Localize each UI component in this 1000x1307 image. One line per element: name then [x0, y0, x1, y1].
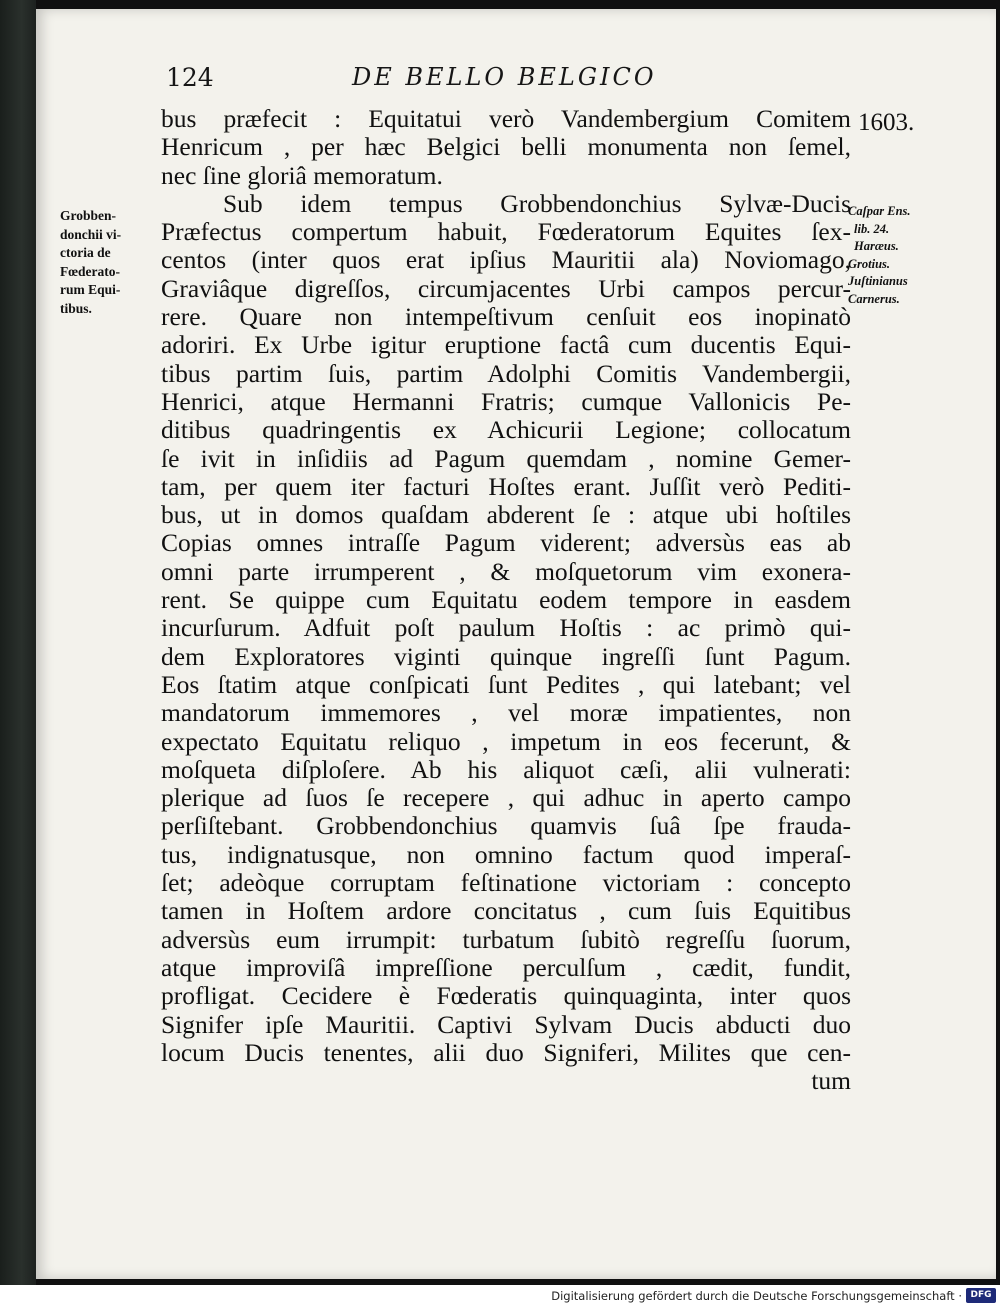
book-page: [36, 9, 996, 1279]
text-line: rent. Se quippe cum Equitatu eodem tempore in easdem: [161, 585, 851, 615]
text-line: Graviâque digreſſos, circumjacentes Urbi campos percur-: [161, 273, 851, 303]
text-line: Henrici, atque Hermanni Fratris; cumque Vallonicis Pe-: [161, 386, 851, 416]
left-marginal-note: [60, 207, 160, 318]
text-line: bus, ut in domos quaſdam abderent ſe : atque ubi hoſtiles: [161, 500, 851, 530]
facing-page-edge: [0, 0, 36, 1285]
text-line: ditibus quadringentis ex Achicurii Legione; collocatum: [161, 415, 851, 445]
text-line: Copias omnes intraſſe Pagum viderent; adversùs eas ab: [161, 528, 851, 558]
dfg-logo-icon: DFG: [966, 1288, 996, 1303]
left-margin-line: Grobben-: [60, 208, 117, 223]
text-line: incurſurum. Adfuit poſt paulum Hoſtis : ac primò qui-: [161, 613, 851, 643]
text-line: locum Ducis tenentes, alii duo Signiferi, Milites que cen-: [161, 1037, 851, 1067]
text-line: Præfectus compertum habuit, Fœderatorum Equites ſex-: [161, 217, 851, 247]
left-margin-line: tibus.: [60, 300, 92, 316]
text-line: Eos ſtatim atque conſpicati ſunt Pedites , qui latebant; vel: [161, 669, 851, 699]
left-margin-line: ctoria de: [60, 245, 111, 260]
text-line: omni parte irrumperent , & moſquetorum vim exonera-: [161, 556, 851, 586]
catchword: tum: [811, 1066, 851, 1096]
text-line: profligat. Cecidere è Fœderatis quinquaginta, inter quos: [161, 981, 851, 1011]
margin-year: 1603.: [858, 109, 915, 136]
text-line: centos (inter quos erat ipſius Mauritii ala) Noviomago,: [161, 245, 851, 275]
text-line: plerique ad ſuos ſe recepere , qui adhuc in aperto campo: [161, 783, 851, 813]
text-line: tibus partim ſuis, partim Adolphi Comitis Vandembergii,: [161, 358, 851, 388]
text-line: rere. Quare non intempeſtivum cenſuit eos inopinatò: [161, 302, 851, 332]
left-margin-line: donchii vi-: [60, 226, 122, 242]
text-line: adversùs eum irrumpit: turbatum ſubitò regreſſu ſuorum,: [161, 924, 851, 954]
text-line: perſiſtebant. Grobbendonchius quamvis ſuâ ſpe frauda-: [161, 811, 851, 841]
running-title: DE BELLO BELGICO: [352, 63, 657, 91]
page-header: [166, 63, 866, 99]
text-line: tamen in Hoſtem ardore concitatus , cum ſuis Equitibus: [161, 896, 851, 926]
page-number: 124: [166, 63, 214, 92]
text-line: Henricum , per hæc Belgici belli monumenta non ſemel,: [161, 132, 851, 162]
right-margin-line: Caſpar Ens.: [848, 204, 911, 218]
funding-notice: Digitalisierung gefördert durch die Deutsche Forschungsgemeinschaft ·: [551, 1289, 962, 1303]
text-line: ſe ivit in inſidiis ad Pagum quemdam , nomine Gemer-: [161, 443, 851, 473]
text-line: tam, per quem iter facturi Hoſtes erant. Juſſit verò Pediti-: [161, 471, 851, 501]
text-line: moſqueta diſploſere. Ab his aliquot cæſi, alii vulnerati:: [161, 754, 851, 784]
text-line: Sub idem tempus Grobbendonchius Sylvæ-Ducis: [223, 188, 851, 218]
footer-bar: [0, 1285, 1000, 1307]
text-line: atque improviſâ impreſſione perculſum , cædit, fundit,: [161, 952, 851, 982]
text-line: adoriri. Ex Urbe igitur eruptione factâ cum ducentis Equi-: [161, 330, 851, 360]
main-text: [161, 105, 851, 1095]
text-line: Signifer ipſe Mauritii. Captivi Sylvam Ducis abducti duo: [161, 1009, 851, 1039]
text-line: expectato Equitatu reliquo , impetum in eos fecerunt, &: [161, 726, 851, 756]
text-line: bus præfecit : Equitatui verò Vandembergium Comitem: [161, 104, 851, 133]
left-margin-line: rum Equi-: [60, 282, 121, 297]
right-margin-line: Carnerus.: [848, 291, 900, 306]
text-line: nec ſine gloriâ memoratum.: [161, 160, 443, 190]
left-margin-line: Fœderato-: [60, 263, 120, 279]
right-margin-line: lib. 24.: [854, 221, 890, 236]
text-line: dem Exploratores viginti quinque ingreſſi ſunt Pagum.: [161, 641, 851, 671]
text-line: ſet; adeòque corruptam feſtinatione victoriam : concepto: [161, 868, 851, 898]
right-margin-line: Juſtinianus: [848, 274, 908, 288]
right-marginal-sources: [848, 203, 958, 308]
right-margin-line: Grotius.: [848, 256, 891, 271]
text-line: tus, indignatusque, non omnino factum quod imperaſ-: [161, 839, 851, 869]
right-margin-line: Haræus.: [854, 239, 899, 253]
text-line: mandatorum immemores , vel moræ impatientes, non: [161, 698, 851, 728]
